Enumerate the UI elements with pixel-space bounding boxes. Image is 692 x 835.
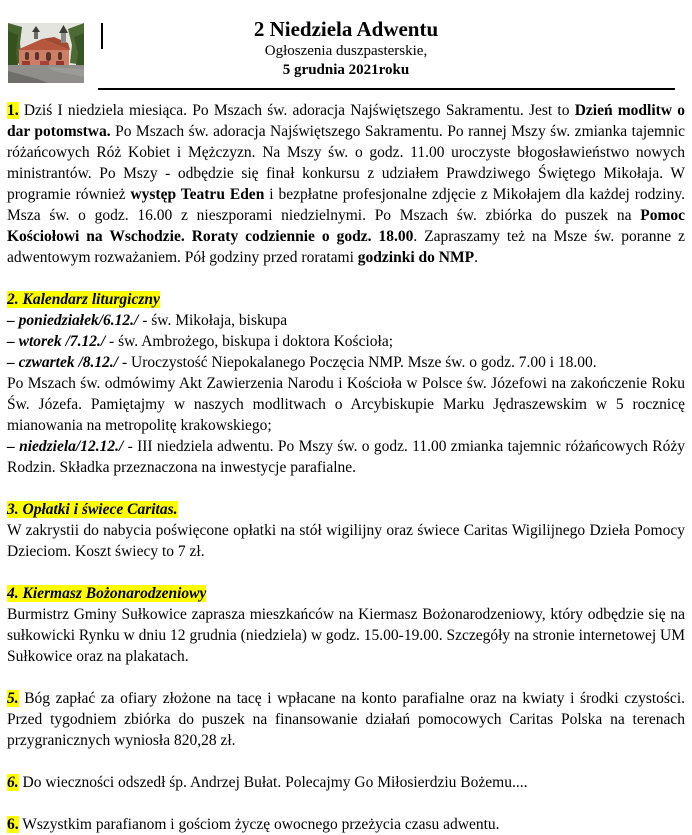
- section-3-body: W zakrystii do nabycia poświęcone opłatki na stół wigilijny oraz świece Caritas Wigilijnego Dzieła Pomocy Dzieciom. Koszt świecy to 7 zł.: [7, 522, 685, 560]
- section-4-heading: 4. Kiermasz Bożonarodzeniowy: [7, 585, 207, 602]
- calendar-monday: – poniedziałek/6.12./ - św. Mikołaja, biskupa: [7, 312, 288, 329]
- section-2-heading: 2. Kalendarz liturgiczny: [7, 291, 160, 308]
- header-rule: [98, 88, 675, 90]
- section-3-heading: 3. Opłatki i świece Caritas.: [7, 501, 178, 518]
- bulletin-header: [7, 0, 685, 88]
- announcement-5: 5. Bóg zapłać za ofiary złożone na tacę i wpłacane na konto parafialne oraz na kwiaty i środki czystości. Przed tygodniem zbiórka do puszek na finansowanie działań pomocowych Caritas Polska na terenach przygranicznych wyniosła 820,28 zł.: [7, 690, 685, 749]
- section-4-body: Burmistrz Gminy Sułkowice zaprasza mieszkańców na Kiermasz Bożonarodzeniowy, który odbędzie się na sułkowicki Rynku w dniu 12 grudnia (niedziela) w godz. 15.00-19.00. Szczegóły na stronie internetowej UM Sułkowice oraz na plakatach.: [7, 606, 685, 665]
- announcement-1: 1. Dziś I niedziela miesiąca. Po Mszach św. adoracja Najświętszego Sakramentu. Jest to Dzień modlitw o dar potomstwa. Po Mszach św. adoracja Najświętszego Sakramentu. Po rannej Mszy św. zmianka tajemnic różańcowych Róż Kobiet i Mężczyzn. Na Mszy św. o godz. 11.00 uroczyste błogosławieństwo nowych ministrantów. Po Mszy - odbędzie się finał konkursu z udziałem Prawdziwego Świętego Mikołaja. W programie również występ Teatru Eden i bezpłatne profesjonalne zdjęcie z Mikołajem dla każdej rodziny. Msza św. o godz. 16.00 z nieszporami niedzielnymi. Po Mszach św. zbiórka do puszek na Pomoc Kościołowi na Wschodzie. Roraty codziennie o godz. 18.00. Zapraszamy też na Msze św. poranne z adwentowym rozważaniem. Pół godziny przed roratami godzinki do NMP.: [7, 102, 686, 266]
- calendar-sunday: – niedziela/12.12./ - III niedziela adwentu. Po Mszy św. o godz. 11.00 zmianka tajemnic różańcowych Róży Rodzin. Składka przeznaczona na inwestycje parafialne.: [7, 438, 685, 476]
- title-block: [7, 16, 685, 80]
- calendar-tuesday: – wtorek /7.12./ - św. Ambrożego, biskupa i doktora Kościoła;: [7, 333, 394, 350]
- announcement-6-wishes: 6. Wszystkim parafianom i gościom życzę owocnego przeżycia czasu adwentu.: [7, 816, 500, 833]
- calendar-thursday: – czwartek /8.12./ - Uroczystość Niepokalanego Poczęcia NMP. Msze św. o godz. 7.00 i 18.00.: [7, 354, 597, 371]
- announcement-6-deceased: 6. Do wieczności odszedł śp. Andrzej Bułat. Polecajmy Go Miłosierdziu Bożemu....: [7, 774, 528, 791]
- calendar-thursday-continuation: Po Mszach św. odmówimy Akt Zawierzenia Narodu i Kościoła w Polsce św. Józefowi na zakończenie Roku Św. Józefa. Pamiętajmy w naszych modlitwach o Arcybiskupie Marku Jędraszewskim w 5 rocznicę mianowania na metropolitę krakowskiego;: [7, 375, 685, 434]
- page-title: 2 Niedziela Adwentu: [253, 17, 439, 41]
- page-date: 5 grudnia 2021roku: [282, 62, 410, 78]
- page-subtitle: Ogłoszenia duszpasterskie,: [264, 43, 428, 60]
